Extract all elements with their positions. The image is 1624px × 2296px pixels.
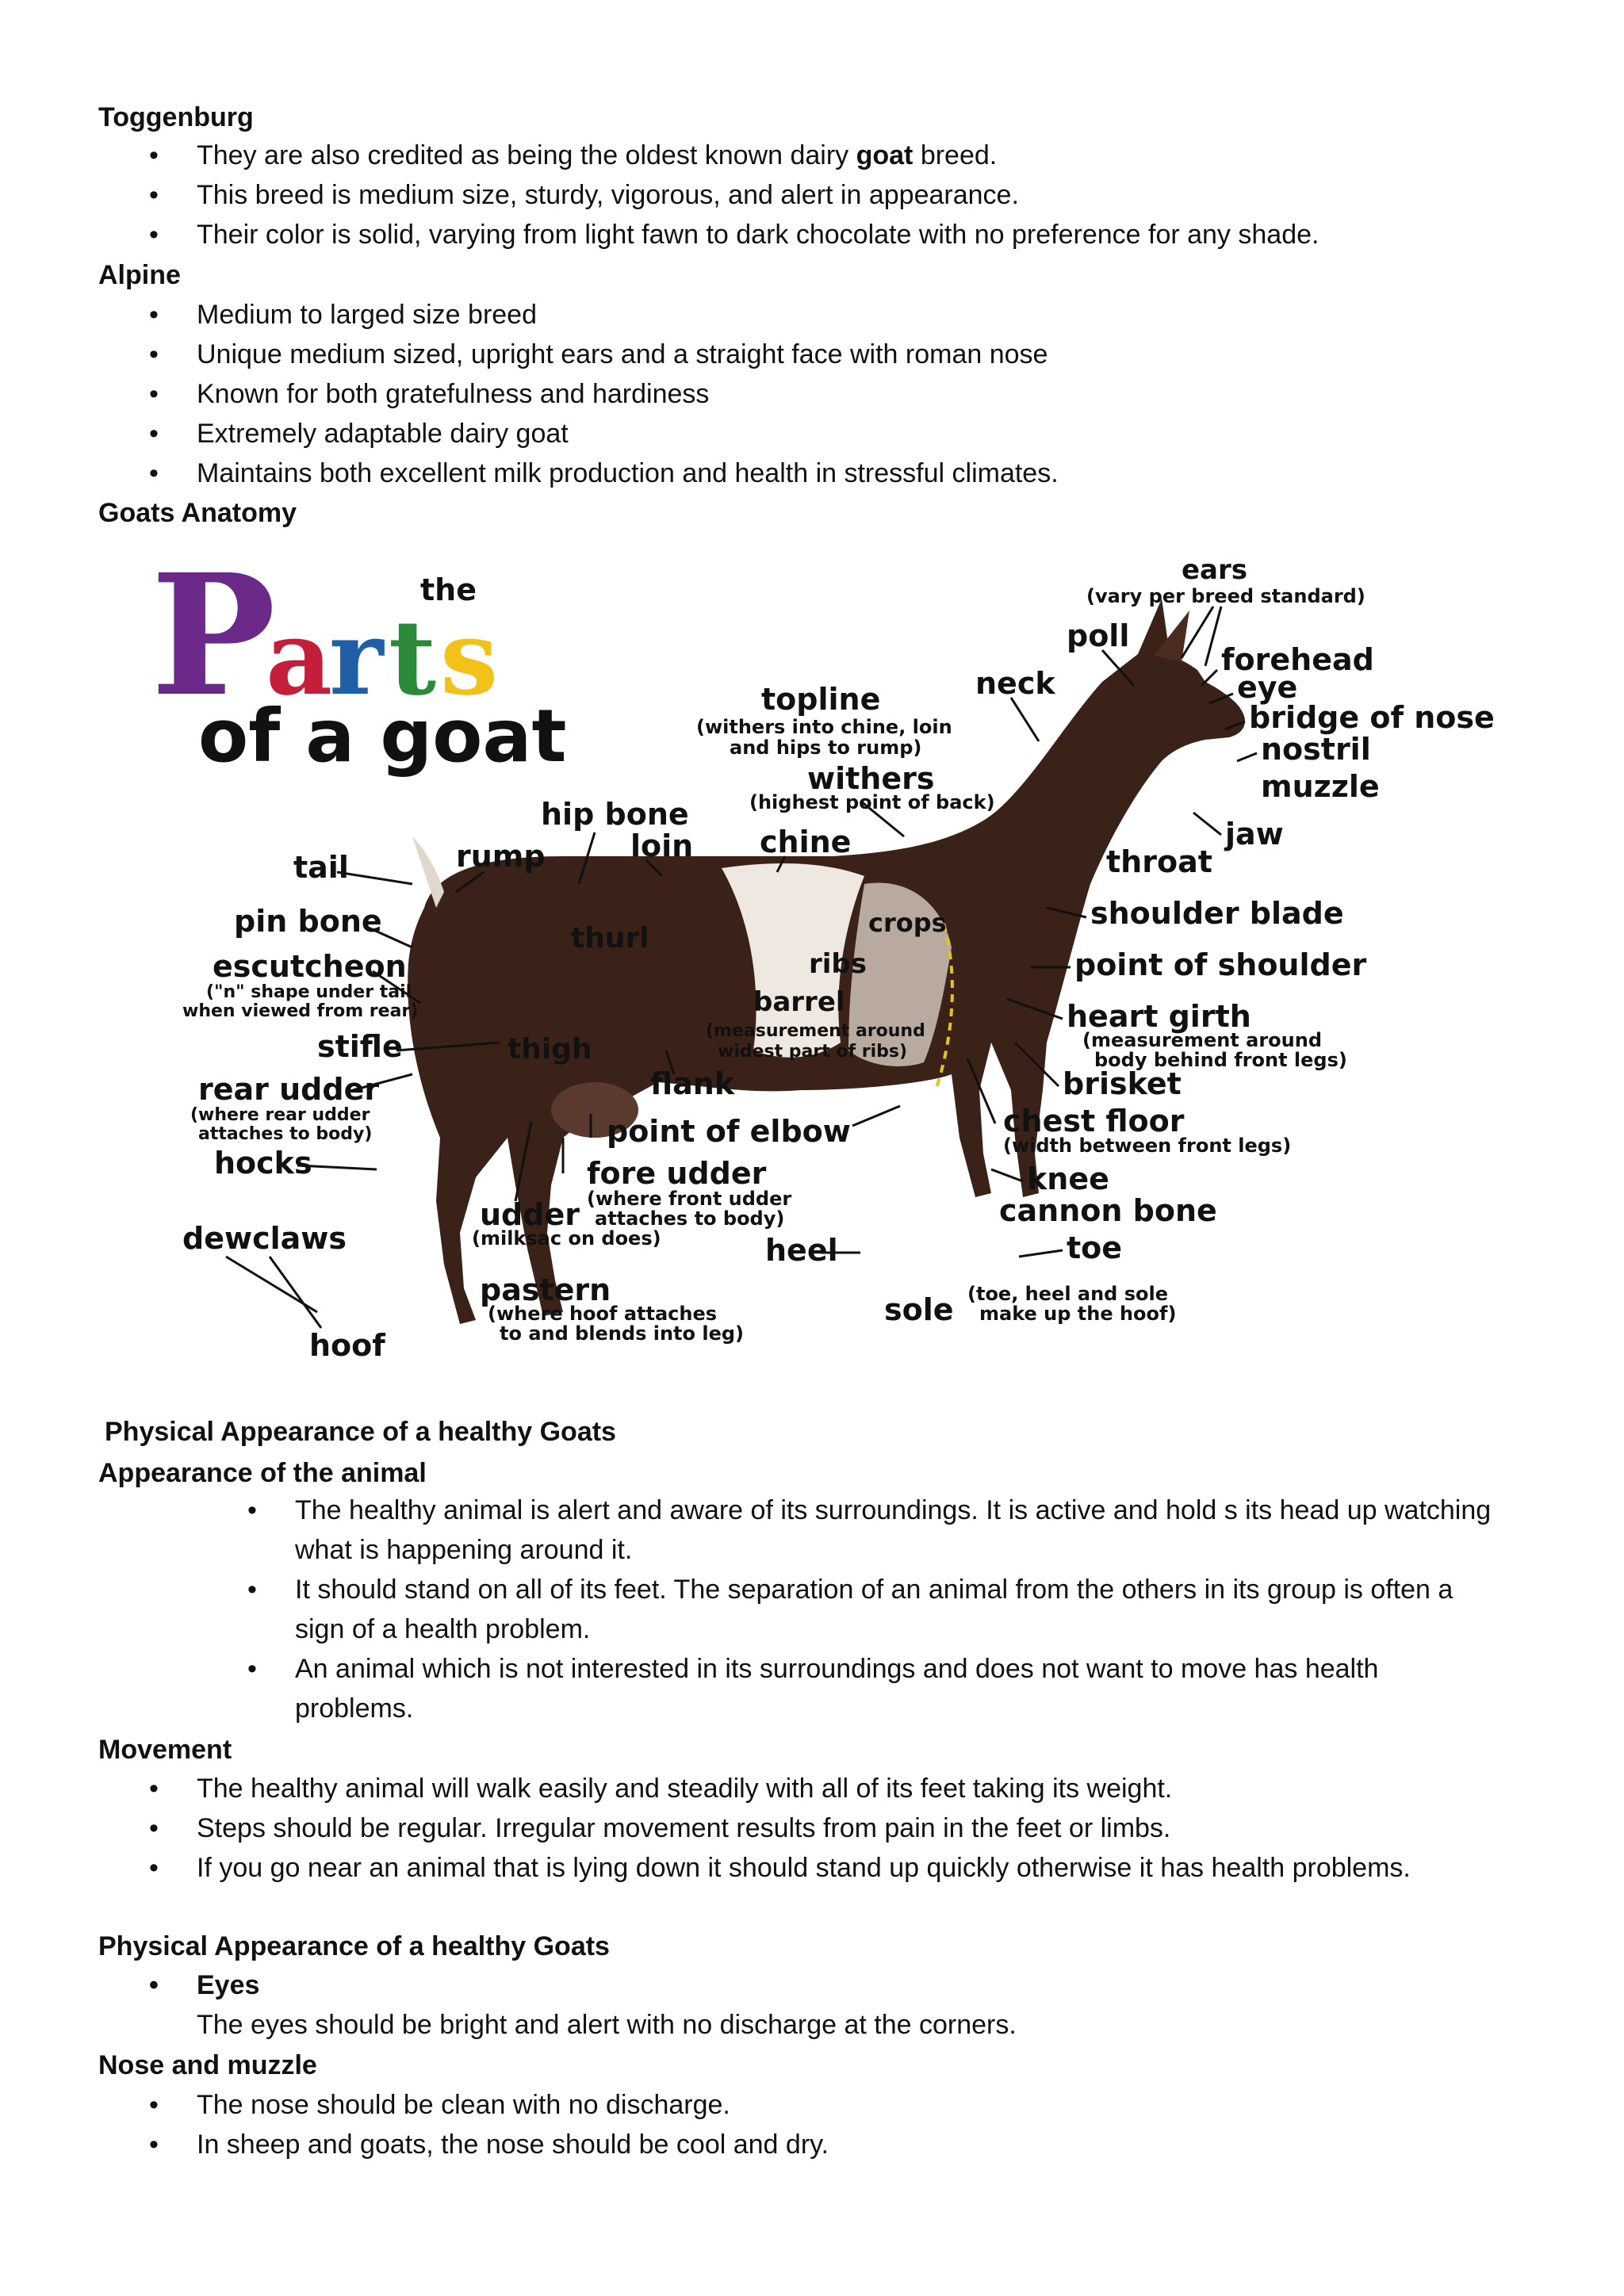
appearance-list: [295, 1490, 1532, 1728]
list-item: • The nose should be clean with no discharge.: [197, 2085, 1592, 2125]
label-sole: sole: [884, 1292, 954, 1327]
label-topline: topline: [761, 682, 881, 717]
label-neck: neck: [975, 666, 1055, 701]
label-heart-girth-sub2: body behind front legs): [1094, 1049, 1347, 1071]
label-shoulder-blade: shoulder blade: [1090, 896, 1344, 931]
label-chest-floor-sub: (width between front legs): [1003, 1135, 1292, 1157]
label-rump: rump: [456, 839, 546, 874]
heading-appearance-of-animal: Appearance of the animal: [98, 1458, 427, 1488]
list-item: • This breed is medium size, sturdy, vigorous, and alert in appearance.: [197, 175, 1592, 215]
label-fore-udder: fore udder: [587, 1156, 767, 1191]
heading-movement: Movement: [98, 1735, 232, 1765]
label-thigh: thigh: [508, 1033, 592, 1066]
list-item: • Eyes: [197, 1965, 1592, 2005]
title-parts-letter-t: t: [389, 597, 437, 718]
list-item: • Their color is solid, varying from light fawn to dark chocolate with no preference for any shade.: [197, 215, 1592, 254]
list-item: • Known for both gratefulness and hardiness: [197, 374, 1592, 414]
title-parts-letter-a: a: [266, 597, 333, 718]
heading-alpine: Alpine: [98, 260, 181, 290]
list-item: • In sheep and goats, the nose should be cool and dry.: [197, 2125, 1592, 2164]
label-flank: flank: [650, 1066, 735, 1101]
list-item: • Medium to larged size breed: [197, 295, 1592, 335]
title-parts-letter-s: s: [440, 597, 499, 718]
title-parts-letter-p: P: [151, 538, 276, 733]
list-item: • They are also credited as being the oldest known dairy goat breed.: [197, 136, 1592, 175]
label-tail: tail: [293, 850, 349, 885]
label-thurl: thurl: [571, 922, 649, 955]
label-ribs: ribs: [809, 948, 867, 980]
label-pastern-sub1: (where hoof attaches: [488, 1303, 718, 1325]
alpine-list: [197, 295, 1592, 493]
label-pastern: pastern: [480, 1272, 611, 1307]
label-hip-bone: hip bone: [541, 797, 689, 832]
label-eye: eye: [1237, 670, 1298, 705]
label-pin-bone: pin bone: [234, 904, 382, 939]
list-item: • It should stand on all of its feet. The separation of an animal from the others in its group is often a sign of a health problem.: [295, 1570, 1532, 1649]
label-barrel-sub2: widest part of ribs): [718, 1042, 908, 1062]
heading-physical-appearance-1: Physical Appearance of a healthy Goats: [105, 1417, 616, 1447]
label-udder-sub: (milksac on does): [472, 1227, 661, 1249]
label-cannon-bone: cannon bone: [999, 1193, 1217, 1228]
label-loin: loin: [630, 828, 694, 863]
label-toe: toe: [1067, 1230, 1123, 1265]
list-item: • The healthy animal will walk easily and steadily with all of its feet taking its weight.: [197, 1769, 1592, 1808]
title-parts-letter-r: r: [329, 597, 384, 718]
label-escutcheon-sub2: when viewed from rear): [182, 1001, 419, 1021]
heading-physical-appearance-2: Physical Appearance of a healthy Goats: [98, 1931, 610, 1961]
label-withers-sub: (highest point of back): [749, 791, 995, 813]
label-chest-floor: chest floor: [1003, 1104, 1185, 1138]
heading-nose-and-muzzle: Nose and muzzle: [98, 2050, 317, 2080]
label-escutcheon-sub1: ("n" shape under tail: [206, 982, 412, 1002]
label-heel: heel: [765, 1233, 838, 1268]
label-muzzle: muzzle: [1261, 769, 1380, 804]
list-item: • Maintains both excellent milk production and health in stressful climates.: [197, 453, 1592, 493]
toggenburg-list: [197, 136, 1592, 254]
label-point-of-elbow: point of elbow: [607, 1114, 851, 1149]
label-sole-sub2: make up the hoof): [979, 1303, 1177, 1325]
label-crops: crops: [868, 908, 947, 938]
goat-tail: [412, 836, 444, 908]
label-rear-udder-sub1: (where rear udder: [190, 1105, 370, 1125]
heading-toggenburg: Toggenburg: [98, 102, 254, 132]
label-heart-girth: heart girth: [1067, 999, 1251, 1034]
label-ears: ears: [1182, 554, 1248, 586]
label-nostril: nostril: [1261, 732, 1371, 767]
label-forehead: forehead: [1221, 642, 1374, 677]
list-item: • Unique medium sized, upright ears and a straight face with roman nose: [197, 335, 1592, 374]
label-topline-sub1: (withers into chine, loin: [696, 716, 952, 738]
list-item: • The healthy animal is alert and aware of its surroundings. It is active and hold s its head up watching what is happening around it.: [295, 1490, 1532, 1570]
eyes-text: The eyes should be bright and alert with no discharge at the corners.: [197, 2010, 1017, 2040]
label-barrel-sub1: (measurement around: [706, 1021, 925, 1041]
label-barrel: barrel: [753, 986, 845, 1018]
label-escutcheon: escutcheon: [213, 949, 407, 984]
goat-anatomy-diagram: [151, 535, 1515, 1380]
label-fore-udder-sub1: (where front udder: [587, 1188, 792, 1210]
label-stifle: stifle: [317, 1029, 403, 1064]
label-poll: poll: [1067, 618, 1130, 653]
list-item: • Extremely adaptable dairy goat: [197, 414, 1592, 453]
label-sole-sub1: (toe, heel and sole: [967, 1283, 1168, 1305]
title-of-a-goat: of a goat: [198, 694, 567, 779]
list-item: • An animal which is not interested in its surroundings and does not want to move has health problems.: [295, 1649, 1532, 1728]
label-heart-girth-sub1: (measurement around: [1082, 1029, 1323, 1051]
list-item: • If you go near an animal that is lying down it should stand up quickly otherwise it has health problems.: [197, 1848, 1592, 1888]
label-dewclaws: dewclaws: [182, 1221, 347, 1256]
label-brisket: brisket: [1063, 1066, 1182, 1101]
label-topline-sub2: and hips to rump): [730, 737, 922, 759]
heading-goats-anatomy: Goats Anatomy: [98, 498, 297, 528]
label-point-of-shoulder: point of shoulder: [1074, 947, 1367, 982]
label-pastern-sub2: to and blends into leg): [500, 1322, 745, 1345]
nose-list: [197, 2085, 1592, 2164]
title-the: the: [420, 572, 477, 607]
label-rear-udder: rear udder: [198, 1072, 380, 1107]
goat-anatomy-figure: [151, 535, 1515, 1380]
label-hocks: hocks: [214, 1146, 312, 1181]
label-withers: withers: [807, 761, 935, 796]
label-chine: chine: [760, 825, 852, 859]
list-item: • Steps should be regular. Irregular movement results from pain in the feet or limbs.: [197, 1808, 1592, 1848]
label-ears-sub: (vary per breed standard): [1086, 585, 1365, 607]
label-jaw: jaw: [1225, 817, 1284, 851]
label-hoof: hoof: [309, 1328, 385, 1363]
label-bridge-of-nose: bridge of nose: [1249, 700, 1495, 735]
label-udder: udder: [480, 1197, 580, 1232]
label-rear-udder-sub2: attaches to body): [198, 1124, 373, 1144]
label-fore-udder-sub2: attaches to body): [595, 1207, 785, 1230]
eyes-list: [197, 1965, 1592, 2005]
label-throat: throat: [1106, 844, 1212, 879]
label-knee: knee: [1027, 1161, 1109, 1196]
movement-list: [197, 1769, 1592, 1888]
